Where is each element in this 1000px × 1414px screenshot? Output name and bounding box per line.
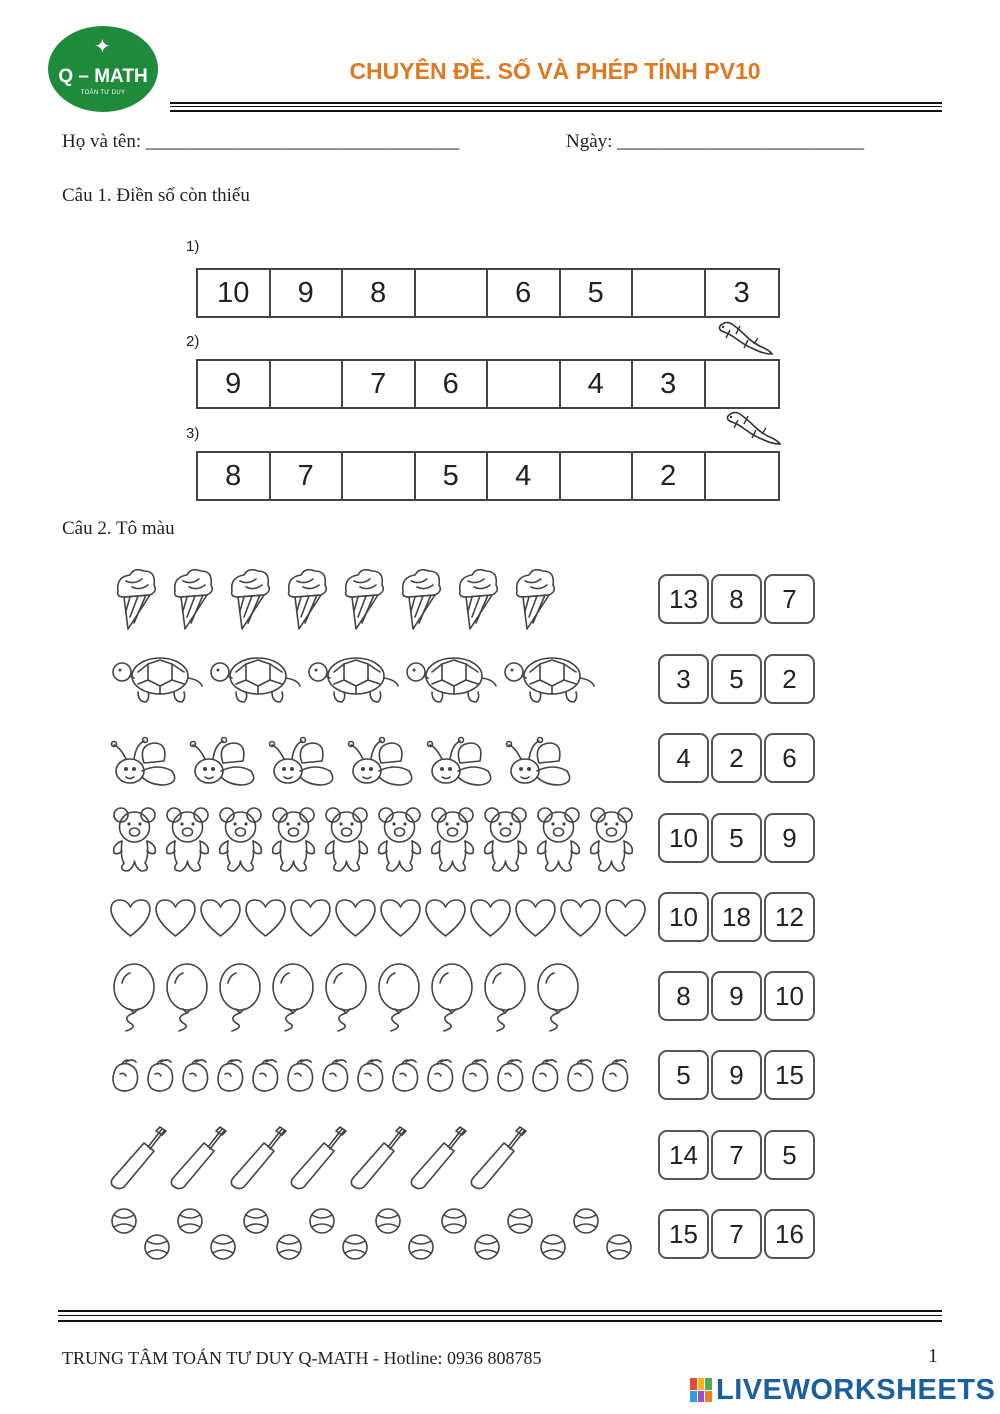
answer-option[interactable]: 7	[711, 1130, 762, 1180]
mango-icon[interactable]	[108, 1058, 143, 1094]
question-1-title: Câu 1. Điền số còn thiếu	[62, 185, 250, 206]
teddy-bear-icon[interactable]	[585, 805, 638, 873]
teddy-bear-icon[interactable]	[161, 805, 214, 873]
answer-option[interactable]: 9	[711, 1050, 762, 1100]
sequence-number: 8	[198, 453, 271, 499]
butterfly-icon[interactable]	[345, 727, 424, 791]
footer-contact: TRUNG TÂM TOÁN TƯ DUY Q-MATH - Hotline: 0936 808785	[62, 1348, 542, 1368]
mango-icon[interactable]	[283, 1058, 318, 1094]
missing-number-input[interactable]	[706, 361, 778, 407]
answer-options-7	[658, 1050, 818, 1102]
sequence-number: 6	[488, 270, 561, 316]
tennis-ball-icon[interactable]	[504, 1207, 536, 1263]
footer-rule-middle	[58, 1315, 942, 1316]
tennis-ball-icon[interactable]	[306, 1207, 338, 1263]
tennis-ball-icon[interactable]	[537, 1207, 569, 1263]
teddy-bear-icon[interactable]	[373, 805, 426, 873]
teddy-bear-icon[interactable]	[108, 805, 161, 873]
answer-option[interactable]: 10	[658, 813, 709, 863]
missing-number-input[interactable]	[633, 270, 706, 316]
date-field[interactable]: Ngày: __________________________	[566, 131, 865, 152]
heart-icon[interactable]	[513, 896, 558, 940]
sequence-number: 7	[271, 453, 344, 499]
question-2-title: Câu 2. Tô màu	[62, 518, 175, 539]
mango-icon[interactable]	[213, 1058, 248, 1094]
answer-options-4	[658, 813, 818, 865]
answer-option[interactable]: 5	[711, 813, 762, 863]
page-number: 1	[928, 1345, 938, 1367]
answer-option[interactable]: 9	[711, 971, 762, 1021]
answer-option[interactable]: 6	[764, 733, 815, 783]
picture-row-2	[108, 645, 653, 715]
mango-icon[interactable]	[423, 1058, 458, 1094]
teddy-bear-icon[interactable]	[532, 805, 585, 873]
answer-option[interactable]: 10	[658, 892, 709, 942]
answer-option[interactable]: 15	[764, 1050, 815, 1100]
picture-row-5	[108, 883, 653, 953]
sequence-number: 9	[271, 270, 344, 316]
heart-icon[interactable]	[153, 896, 198, 940]
mango-icon[interactable]	[178, 1058, 213, 1094]
teddy-bear-icon[interactable]	[426, 805, 479, 873]
qmath-logo	[48, 26, 158, 112]
heart-icon[interactable]	[243, 896, 288, 940]
teddy-bear-icon[interactable]	[267, 805, 320, 873]
answer-options-6	[658, 971, 818, 1023]
picture-row-4	[108, 804, 653, 874]
tennis-ball-icon[interactable]	[273, 1207, 305, 1263]
cricket-bat-icon[interactable]	[108, 1119, 168, 1193]
sequence-label: 2)	[186, 333, 200, 350]
lizard-icon	[724, 408, 782, 448]
mango-icon[interactable]	[353, 1058, 388, 1094]
butterfly-icon[interactable]	[187, 727, 266, 791]
answer-option[interactable]: 5	[764, 1130, 815, 1180]
heart-icon[interactable]	[558, 896, 603, 940]
balloon-icon[interactable]	[108, 961, 161, 1033]
picture-row-9	[108, 1200, 653, 1270]
sequence-label: 3)	[186, 425, 200, 442]
missing-number-input[interactable]	[488, 361, 561, 407]
answer-option[interactable]: 8	[658, 971, 709, 1021]
butterfly-icon[interactable]	[503, 727, 582, 791]
tennis-ball-icon[interactable]	[471, 1207, 503, 1263]
ice-cream-cone-icon[interactable]	[279, 567, 336, 633]
heart-icon[interactable]	[378, 896, 423, 940]
sequence-number: 3	[633, 361, 706, 407]
answer-options-5	[658, 892, 818, 944]
butterfly-icon[interactable]	[266, 727, 345, 791]
answer-option[interactable]: 12	[764, 892, 815, 942]
mango-icon[interactable]	[248, 1058, 283, 1094]
tennis-ball-icon[interactable]	[339, 1207, 371, 1263]
tennis-ball-icon[interactable]	[240, 1207, 272, 1263]
mango-icon[interactable]	[493, 1058, 528, 1094]
sequence-number: 9	[198, 361, 271, 407]
lizard-icon	[716, 318, 774, 358]
ice-cream-cone-icon[interactable]	[393, 567, 450, 633]
tennis-ball-icon[interactable]	[372, 1207, 404, 1263]
teddy-bear-icon[interactable]	[479, 805, 532, 873]
sequence-number: 4	[561, 361, 634, 407]
heart-icon[interactable]	[468, 896, 513, 940]
answer-option[interactable]: 4	[658, 733, 709, 783]
ice-cream-cone-icon[interactable]	[108, 567, 165, 633]
heart-icon[interactable]	[198, 896, 243, 940]
answer-option[interactable]: 2	[764, 654, 815, 704]
balloon-icon[interactable]	[161, 961, 214, 1033]
tennis-ball-icon[interactable]	[603, 1207, 635, 1263]
heart-icon[interactable]	[423, 896, 468, 940]
liveworksheets-logo	[690, 1372, 995, 1408]
tennis-ball-icon[interactable]	[174, 1207, 206, 1263]
number-sequence-1	[196, 268, 780, 318]
picture-row-7	[108, 1041, 653, 1111]
cricket-bat-icon[interactable]	[168, 1119, 228, 1193]
balloon-icon[interactable]	[532, 961, 585, 1033]
balloon-icon[interactable]	[479, 961, 532, 1033]
answer-option[interactable]: 16	[764, 1209, 815, 1259]
answer-option[interactable]: 2	[711, 733, 762, 783]
turtle-icon[interactable]	[206, 650, 304, 710]
teddy-bear-icon[interactable]	[320, 805, 373, 873]
sequence-label: 1)	[186, 238, 200, 255]
balloon-icon[interactable]	[267, 961, 320, 1033]
picture-row-1	[108, 565, 653, 635]
answer-option[interactable]: 7	[764, 574, 815, 624]
cricket-bat-icon[interactable]	[408, 1119, 468, 1193]
butterfly-icon[interactable]	[424, 727, 503, 791]
mango-icon[interactable]	[528, 1058, 563, 1094]
turtle-icon[interactable]	[108, 650, 206, 710]
answer-option[interactable]: 10	[764, 971, 815, 1021]
header-rule-middle	[170, 106, 942, 107]
tennis-ball-icon[interactable]	[438, 1207, 470, 1263]
answer-option[interactable]: 5	[658, 1050, 709, 1100]
balloon-icon[interactable]	[373, 961, 426, 1033]
answer-option[interactable]: 7	[711, 1209, 762, 1259]
heart-icon[interactable]	[603, 896, 648, 940]
answer-options-1	[658, 574, 818, 626]
mango-icon[interactable]	[143, 1058, 178, 1094]
logo-tagline: TOÁN TƯ DUY	[80, 90, 126, 96]
sequence-number: 4	[488, 453, 561, 499]
ice-cream-cone-icon[interactable]	[507, 567, 564, 633]
leaf-icon: ✦	[94, 34, 111, 58]
heart-icon[interactable]	[288, 896, 333, 940]
picture-row-8	[108, 1121, 653, 1191]
answer-option[interactable]: 5	[711, 654, 762, 704]
answer-options-9	[658, 1209, 818, 1261]
tennis-ball-icon[interactable]	[570, 1207, 602, 1263]
mango-icon[interactable]	[598, 1058, 633, 1094]
picture-row-6	[108, 962, 653, 1032]
cricket-bat-icon[interactable]	[228, 1119, 288, 1193]
header-rule-bottom	[170, 110, 942, 112]
picture-row-3	[108, 724, 653, 794]
answer-option[interactable]: 15	[658, 1209, 709, 1259]
liveworksheets-text: LIVEWORKSHEETS	[716, 1373, 996, 1406]
balloon-icon[interactable]	[426, 961, 479, 1033]
tennis-ball-icon[interactable]	[207, 1207, 239, 1263]
answer-options-3	[658, 733, 818, 785]
mango-icon[interactable]	[388, 1058, 423, 1094]
missing-number-input[interactable]	[561, 453, 634, 499]
mango-icon[interactable]	[318, 1058, 353, 1094]
number-sequence-2	[196, 359, 780, 409]
sequence-number: 10	[198, 270, 271, 316]
heart-icon[interactable]	[108, 896, 153, 940]
teddy-bear-icon[interactable]	[214, 805, 267, 873]
cricket-bat-icon[interactable]	[468, 1119, 528, 1193]
sequence-number: 5	[416, 453, 489, 499]
sequence-number: 3	[733, 276, 750, 309]
header-rule-top	[170, 102, 942, 104]
answer-options-8	[658, 1130, 818, 1182]
ice-cream-cone-icon[interactable]	[336, 567, 393, 633]
tennis-ball-icon[interactable]	[405, 1207, 437, 1263]
answer-option[interactable]: 14	[658, 1130, 709, 1180]
turtle-icon[interactable]	[402, 650, 500, 710]
tennis-ball-icon[interactable]	[108, 1207, 140, 1263]
sequence-number: 5	[561, 270, 634, 316]
missing-number-input[interactable]	[706, 453, 778, 499]
mango-icon[interactable]	[563, 1058, 598, 1094]
missing-number-input[interactable]	[416, 270, 489, 316]
cricket-bat-icon[interactable]	[288, 1119, 348, 1193]
ice-cream-cone-icon[interactable]	[165, 567, 222, 633]
ice-cream-cone-icon[interactable]	[450, 567, 507, 633]
missing-number-input[interactable]	[271, 361, 344, 407]
sequence-number: 8	[343, 270, 416, 316]
logo-brand: Q – MATH	[58, 66, 148, 87]
turtle-icon[interactable]	[500, 650, 598, 710]
balloon-icon[interactable]	[320, 961, 373, 1033]
answer-option[interactable]: 3	[658, 654, 709, 704]
answer-options-2	[658, 654, 818, 706]
sequence-number: 7	[343, 361, 416, 407]
answer-option[interactable]: 13	[658, 574, 709, 624]
answer-option[interactable]: 9	[764, 813, 815, 863]
cricket-bat-icon[interactable]	[348, 1119, 408, 1193]
ice-cream-cone-icon[interactable]	[222, 567, 279, 633]
sequence-number: 2	[633, 453, 706, 499]
missing-number-input[interactable]	[343, 453, 416, 499]
sequence-number: 6	[416, 361, 489, 407]
butterfly-icon[interactable]	[108, 727, 187, 791]
liveworksheets-blocks-icon	[690, 1378, 712, 1402]
mango-icon[interactable]	[458, 1058, 493, 1094]
name-field[interactable]: Họ và tên: _________________________________	[62, 131, 460, 152]
footer-rule-top	[58, 1310, 942, 1312]
footer-rule-bottom	[58, 1320, 942, 1322]
number-sequence-3	[196, 451, 780, 501]
answer-option[interactable]: 18	[711, 892, 762, 942]
heart-icon[interactable]	[333, 896, 378, 940]
turtle-icon[interactable]	[304, 650, 402, 710]
balloon-icon[interactable]	[214, 961, 267, 1033]
answer-option[interactable]: 8	[711, 574, 762, 624]
document-title: CHUYÊN ĐỀ. SỐ VÀ PHÉP TÍNH PV10	[349, 58, 761, 84]
tennis-ball-icon[interactable]	[141, 1207, 173, 1263]
